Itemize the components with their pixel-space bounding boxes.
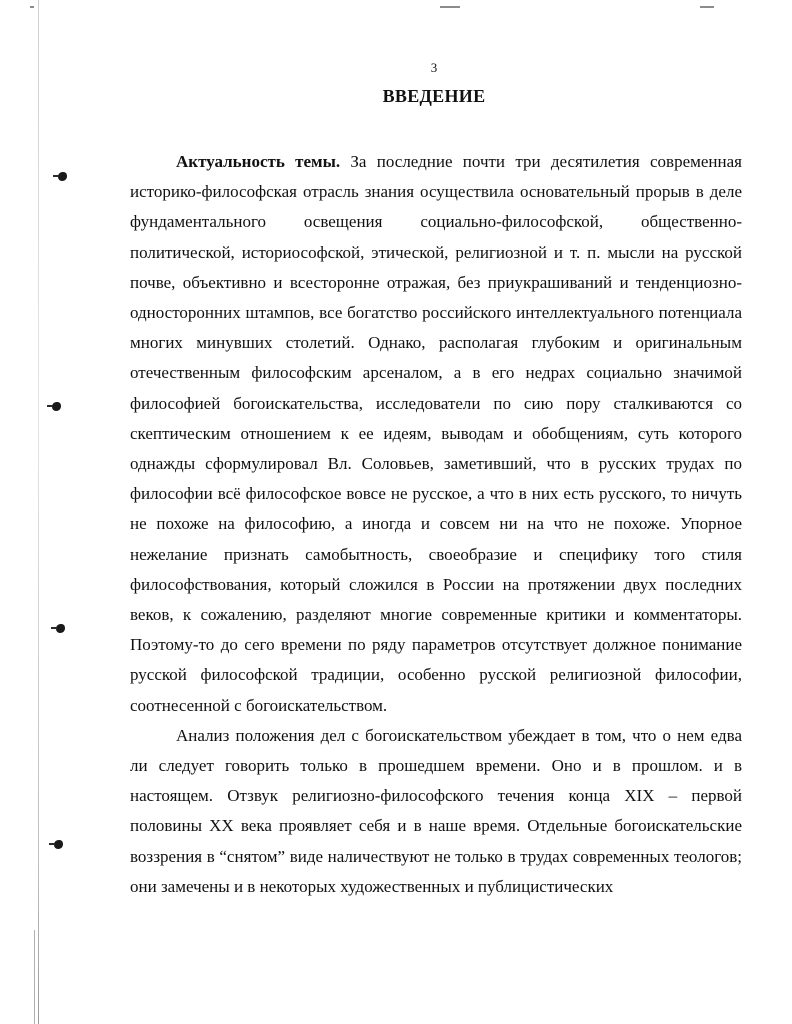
page-title: ВВЕДЕНИЕ [382, 86, 486, 106]
body-text [130, 147, 742, 902]
paragraph [130, 147, 742, 721]
page-number: 3 [430, 60, 438, 75]
punch-hole-mark [58, 172, 67, 181]
scan-left-edge [38, 0, 39, 1024]
paragraph-text: За последние почти три десятилетия современная историко-философская отрасль знания осуществила основательный прорыв в деле фундаментального освещения социально-философской, общественно-политической, историософской, этической, религиозной и т. п. мысли на русской почве, объективно и всесторонне отражая, без приукрашиваний и тенденциозно-односторонних штампов, все богатство российского интеллектуального потенциала многих минувших столетий. Однако, располагая глубоким и оригинальным отечественным философским арсеналом, а в его недрах социально значимой философией богоискательства, исследователи по сию пору сталкиваются со скептическим отношением к ее идеям, выводам и обобщениям, суть которого однажды сформулировал Вл. Соловьев, заметивший, что в русских трудах по философии всё философское вовсе не русское, а что в них есть русского, то ничуть не похоже на философию, а иногда и совсем ни на что не похоже. Упорное нежелание признать самобытность, своеобразие и специфику того стиля философствования, который сложился в России на протяжении двух последних веков, к сожалению, разделяют многие современные критики и комментаторы. Поэтому-то до сего времени по ряду параметров отсутствует должное понимание русской философской традиции, особенно русской религиозной философии, соотнесенной с богоискательством. [130, 152, 742, 715]
paragraph: Анализ положения дел с богоискательством убеждает в том, что о нем едва ли следует говорить только в прошедшем времени. Оно и в прошлом. и в настоящем. Отзвук религиозно-философского течения конца XIX – первой половины XX века проявляет себя и в наше время. Отдельные богоискательские воззрения в “снятом” виде наличествуют не только в трудах современных теологов; они замечены и в некоторых художественных и публицистических [130, 725, 742, 896]
scan-top-dash [700, 6, 714, 8]
paragraph-lead: Актуальность темы. [176, 152, 341, 171]
scan-top-dash [440, 6, 460, 8]
punch-hole-mark [56, 624, 65, 633]
punch-hole-mark [52, 402, 61, 411]
scan-left-edge-mark [34, 930, 35, 1024]
punch-hole-mark [54, 840, 63, 849]
scan-top-dash [30, 6, 34, 8]
